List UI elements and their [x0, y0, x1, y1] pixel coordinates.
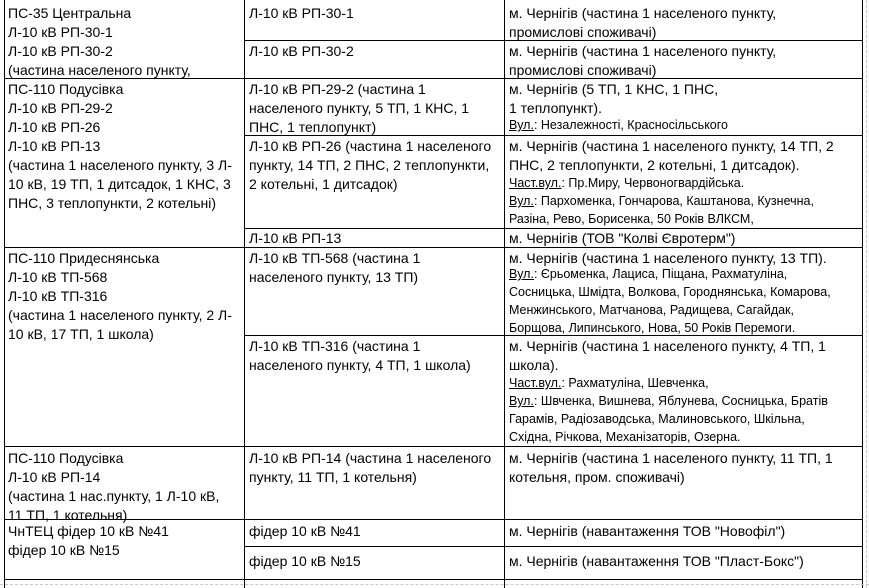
- line-cell: Л-10 кВ РП-14 (частина 1 населеного пункту, 11 ТП, 1 котельня): [249, 450, 492, 485]
- substation-cell: ПС-110 Придеснянська Л-10 кВ ТП-568 Л-10 кВ ТП-316 (частина 1 населеного пункту, 2 Л- 10 кВ, 17 ТП, 1 школа): [8, 250, 232, 342]
- street-line: Вул.: Незалежності, Красносільського: [509, 118, 728, 132]
- consumers-cell: м. Чернігів (навантаження ТОВ "Пласт-Бокс"): [509, 553, 804, 569]
- row-border: [4, 446, 863, 447]
- gridline-right: [866, 0, 867, 588]
- gridline-bottom: [0, 584, 869, 585]
- line-cell: Л-10 кВ РП-13: [249, 230, 342, 246]
- street-line: Менжинського, Матчанова, Радищева, Сагайдак,: [509, 303, 795, 317]
- substation-cell: ЧнТЕЦ фідер 10 кВ №41 фідер 10 кВ №15: [8, 523, 169, 558]
- street-line: Борщова, Липинського, Нова, 50 Років Перемоги.: [509, 321, 796, 335]
- streets-cell: [509, 265, 831, 337]
- row-border: [4, 579, 863, 580]
- line-cell: Л-10 кВ РП-30-2: [249, 43, 354, 59]
- consumers-cell: м. Чернігів (частина 1 населеного пункту, 13 ТП).: [509, 250, 827, 266]
- consumers-cell: м. Чернігів (частина 1 населеного пункту, промислові споживачі): [509, 43, 777, 78]
- consumers-cell: м. Чернігів (частина 1 населеного пункту, 14 ТП, 2 ПНС, 2 теплопункти, 2 котельні, 1 дитсадок).: [509, 138, 834, 173]
- street-line: Част.вул.: Пр.Миру, Червоногвардійська.: [509, 176, 745, 190]
- column-border-3: [862, 0, 863, 588]
- consumers-cell: м. Чернігів (частина 1 населеного пункту, промислові споживачі): [509, 5, 777, 40]
- streets-cell: [509, 374, 828, 446]
- substation-cell: ПС-110 Подусівка Л-10 кВ РП-29-2 Л-10 кВ РП-26 Л-10 кВ РП-13 (частина 1 населеного пункту, 3 Л- 10 кВ, 19 ТП, 1 дитсадок, 1 КНС, 3 ПНС, 3 теплопункти, 2 котельні): [8, 81, 232, 211]
- street-line: Сосницька, Шмідта, Волкова, Городнянська, Комарова,: [509, 285, 831, 299]
- consumers-cell: м. Чернігів (5 ТП, 1 КНС, 1 ПНС, 1 теплопункт).: [509, 81, 719, 116]
- line-cell: фідер 10 кВ №41: [249, 523, 361, 539]
- street-line: Вул.: Єрьоменка, Лациса, Піщана, Рахматуліна,: [509, 267, 788, 281]
- street-line: Східна, Річкова, Механізаторів, Озерна.: [509, 430, 741, 444]
- street-line: Гарамів, Радіозаводська, Малиновського, Шкільна,: [509, 412, 805, 426]
- row-border: [244, 546, 863, 547]
- substation-cell: ПС-110 Подусівка Л-10 кВ РП-14 (частина 1 нас.пункту, 1 Л-10 кВ, 11 ТП, 1 котельня): [8, 450, 220, 523]
- column-border-1: [244, 0, 245, 588]
- column-border-left: [4, 0, 5, 588]
- streets-cell: [509, 174, 814, 228]
- line-cell: Л-10 кВ РП-26 (частина 1 населеного пункту, 14 ТП, 2 ПНС, 2 теплопункти, 2 котельні, 1 дитсадок): [249, 138, 492, 192]
- line-cell: Л-10 кВ ТП-568 (частина 1 населеного пункту, 13 ТП): [249, 250, 421, 285]
- substation-cell: ПС-35 Центральна Л-10 кВ РП-30-1 Л-10 кВ РП-30-2 (частина населеного пункту,: [8, 5, 191, 78]
- line-cell: фідер 10 кВ №15: [249, 553, 361, 569]
- street-line: Част.вул.: Рахматуліна, Шевченка,: [509, 376, 709, 390]
- line-cell: Л-10 кВ РП-30-1: [249, 5, 354, 21]
- column-border-2: [504, 0, 505, 588]
- street-line: Вул.: Швченка, Вишнева, Яблунева, Сосницька, Братів: [509, 394, 828, 408]
- consumers-cell: м. Чернігів (навантаження ТОВ "Новофіл"): [509, 523, 786, 539]
- street-line: Разіна, Рево, Борисенка, 50 Років ВЛКСМ,: [509, 212, 754, 226]
- consumers-cell: м. Чернігів (частина 1 населеного пункту, 11 ТП, 1 котельня, пром. споживачі): [509, 450, 833, 485]
- street-line: Вул.: Пархоменка, Гончарова, Каштанова, Кузнечна,: [509, 194, 814, 208]
- consumers-cell: м. Чернігів (частина 1 населеного пункту, 4 ТП, 1 школа).: [509, 338, 826, 373]
- line-cell: Л-10 кВ РП-29-2 (частина 1 населеного пункту, 5 ТП, 1 КНС, 1 ПНС, 1 теплопункт): [249, 81, 470, 135]
- streets-cell: [509, 116, 728, 134]
- line-cell: Л-10 кВ ТП-316 (частина 1 населеного пункту, 4 ТП, 1 школа): [249, 338, 471, 373]
- consumers-cell: м. Чернігів (ТОВ "Колві Євротерм"): [509, 230, 736, 246]
